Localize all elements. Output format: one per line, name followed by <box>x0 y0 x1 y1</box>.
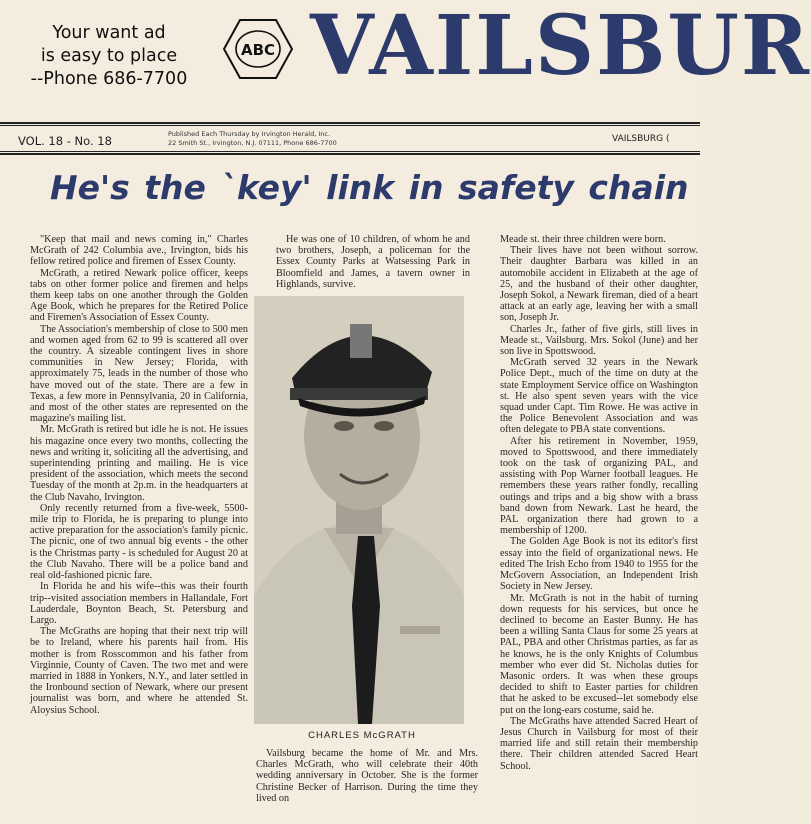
headline: He's the `key' link in safety chain <box>50 168 689 207</box>
paragraph: Only recently returned from a five-week, 5500-mile trip to Florida, he is preparing to plunge into active preparation for the association's family picnic. The picnic, one of two annual big events - the other is the Christmas party - is scheduled for August 20 at the Club Navaho. There will be a police band and real old-fashioned picnic fare. <box>30 502 248 582</box>
ad-line-1: Your want ad <box>52 23 166 43</box>
paragraph: Mr. McGrath is retired but idle he is not. He issues his magazine once every two months, collecting the news and writing it, soliciting all the advertising, and superintending printing and mailing. He is vice president of the association, which meets the second Tuesday of the month at 2p.m. in the headquarters at the Club Navaho, Irvington. <box>30 424 248 503</box>
paragraph: In Florida he and his wife--this was their fourth trip--visited association members in Hallandale, Fort Lauderdale, Boynton Beach, St. Petersburg and Largo. <box>30 581 248 626</box>
paragraph: The Association's membership of close to 500 men and women aged from 62 to 99 is scattered all over the country. A sizeable contingent lives in shore communities in New Jersey; Florida, with approximately 75, leads in the number of those who have moved out of the state. There are a few in Texas, a few more in Pennsylvania, 20 in California, and most of the other states are represented on the magazine's mailing list. <box>30 323 248 425</box>
portrait-illustration <box>254 296 464 724</box>
article-column-1 <box>30 234 248 716</box>
paragraph: Mr. McGrath is not in the habit of turning down requests for his services, but once he declined to become an Easter Bunny. He has been a willing Santa Claus for some 25 years at PAL, PBA and other Christmas parties, as far as he knows, he is the only Knights of Columbus member who ever did St. Nicholas duties for Masonic orders. It was when these groups decided to shift to Easter parties for children that he asked to be excused--let somebody else put on the long-ears costume, said he. <box>500 592 698 716</box>
paragraph: The McGraths are hoping that their next trip will be to Ireland, where his parents hail from. His mother is from Rosscommon and his father from Virginnie, County of Caven. The two met and were married in 1888 in Yonkers, N.Y., and later settled in the Ironbound section of Newark, where our present journalist was born, and where he attended St. Aloysius School. <box>30 626 248 716</box>
want-ad-box <box>14 22 204 91</box>
paragraph: McGrath served 32 years in the Newark Police Dept., much of the time on duty at the state Employment Service office on Washington st. He also spent seven years with the vice squad under Capt. Tim Rowe. He was active in the Police Benevolent Association and was often delegate to PBA state conventions. <box>500 357 698 436</box>
paragraph: After his retirement in November, 1959, moved to Spottswood, and there immediately took on the task of organizing PAL, and assisting with Pop Warner football leagues. He remembers these years rather fondly, recalling outings and trips and a big show with a brass band down from Newark. Last he heard, the PAL organization there had grown to a membership of 1200. <box>500 435 698 537</box>
photo-caption: CHARLES McGRATH <box>308 730 416 741</box>
dateline-rule-thick <box>0 153 700 155</box>
publisher-line-1: Published Each Thursday by Irvington Herald, Inc. <box>168 130 331 138</box>
paragraph: Meade st. their three children were born. <box>500 234 666 245</box>
paragraph: Charles Jr., father of five girls, still lives in Meade st., Vailsburg. Mrs. Sokol (June) and her son live in Spottswood. <box>500 323 698 358</box>
top-rule-thin <box>0 125 700 126</box>
article-column-2-top <box>276 234 470 290</box>
publisher-line-2: 22 Smith St., Irvington, N.J. 07111, Phone 686-7700 <box>168 139 337 147</box>
top-rule <box>0 122 700 124</box>
paragraph: "Keep that mail and news coming in," Charles McGrath of 242 Columbia ave., Irvington, bids his fellow retired police and firemen of Essex County. <box>30 234 248 268</box>
dateline-right: VAILSBURG ( <box>612 134 670 144</box>
portrait-photo <box>254 296 464 724</box>
abc-logo <box>222 18 294 80</box>
paragraph: Vailsburg became the home of Mr. and Mrs. Charles McGrath, who will celebrate their 40th wedding anniversary in October. She is the former Christine Becker of Harrison. During the time they lived on <box>256 748 478 804</box>
paragraph: He was one of 10 children, of whom he and two brothers, Joseph, a policeman for the Essex County Parks at Watsessing Park in Bloomfield and James, a tavern owner in Highlands, survive. <box>276 234 470 290</box>
paragraph: The McGraths have attended Sacred Heart of Jesus Church in Vailsburg for most of their married life and still retain their membership there. Their children attended Sacred Heart School. <box>500 715 698 772</box>
ad-line-2: is easy to place <box>40 46 178 66</box>
paragraph: Their lives have not been without sorrow. Their daughter Barbara was killed in an automobile accident in Elizabeth at the age of 25, and the husband of their other daughter, Joseph Sokol, a Newark fireman, died of a heart attack at an early age, leaving her with a small son, Joseph Jr. <box>500 245 698 324</box>
dateline-rule <box>0 151 700 152</box>
publisher-info <box>168 130 337 148</box>
logo-text: ABC <box>240 41 276 59</box>
paragraph: The Golden Age Book is not its editor's first essay into the field of organizational news. He edited The Irish Echo from 1940 to 1955 for the McGovern Association, an Independent Irish Society in New Jersey. <box>500 536 698 593</box>
article-column-3 <box>500 234 698 772</box>
masthead-title: VAILSBUR <box>310 0 811 94</box>
paragraph: McGrath, a retired Newark police officer, keeps tabs on other former police and firemen and helps them keep tabs on one another through the Golden Age Book, which he prepares for the Retired Police and Firemen's Association of Essex County. <box>30 267 248 324</box>
volume-number: VOL. 18 - No. 18 <box>18 134 112 148</box>
ad-line-3: --Phone 686-7700 <box>30 69 188 89</box>
article-column-2-bottom <box>256 748 478 804</box>
